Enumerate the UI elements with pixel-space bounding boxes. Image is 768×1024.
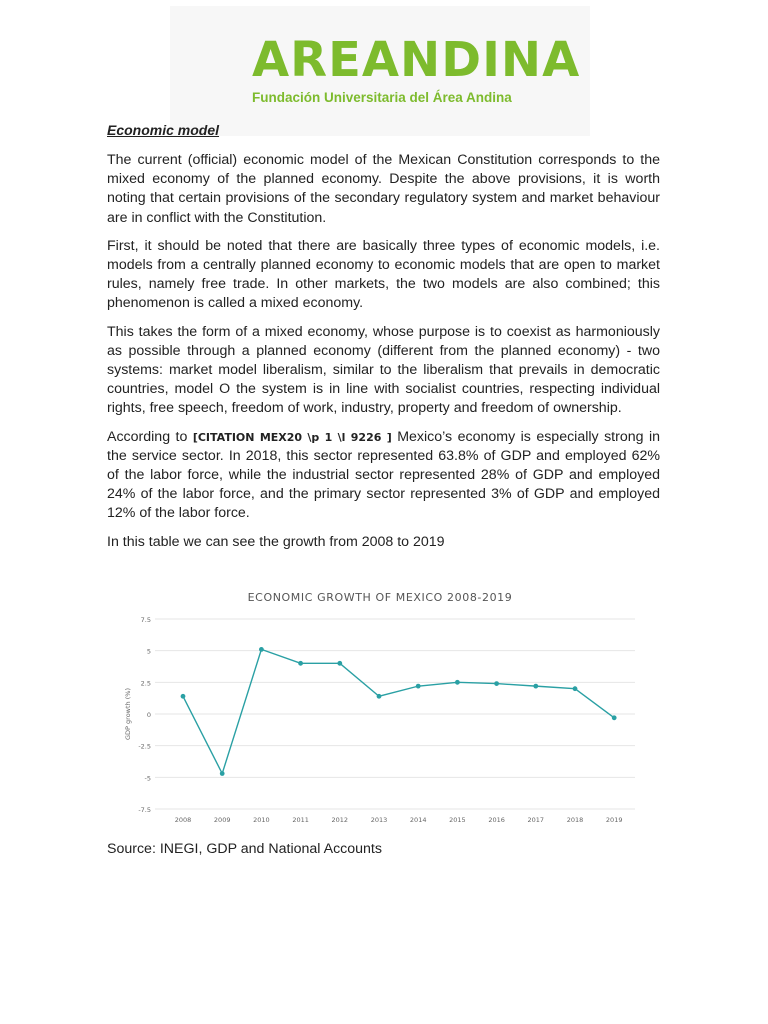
source-note: Source: INEGI, GDP and National Accounts <box>107 841 382 857</box>
section-heading: Economic model <box>107 122 220 138</box>
citation-field: [CITATION MEX20 \p 1 \l 9226 ] <box>192 430 392 444</box>
data-point <box>220 771 225 776</box>
x-tick-label: 2008 <box>174 816 192 824</box>
document-body <box>107 122 660 561</box>
citation-rest: Mexico’s economy is especially strong in the service sector. In 2018, this sector represented 63.8% of GDP and employed 62% of the labor force, while the industrial sector represented 28% of GDP and employed 24% of the labor force, and the primary sector represented 3% of GDP and employed 12% of the labor force. <box>107 428 660 522</box>
x-tick-label: 2014 <box>409 816 427 824</box>
data-point <box>377 694 382 699</box>
y-tick-label: 0 <box>146 711 151 719</box>
x-tick-label: 2013 <box>370 816 388 824</box>
x-tick-label: 2018 <box>566 816 584 824</box>
logo-wordmark: AREANDINA <box>252 32 581 88</box>
paragraph-4 <box>107 428 660 524</box>
y-tick-label: -5 <box>144 774 151 783</box>
x-tick-label: 2017 <box>527 816 545 824</box>
x-tick-label: 2016 <box>488 816 505 824</box>
data-point <box>181 694 186 699</box>
x-tick-label: 2010 <box>253 816 270 824</box>
table-intro: In this table we can see the growth from 2008 to 2019 <box>107 533 445 550</box>
gdp-growth-chart <box>110 584 650 830</box>
paragraph-1: The current (official) economic model of the Mexican Constitution corresponds to the mixed economy of the planned economy. Despite the above provisions, it is worth noting that certain provisions of the secondary regulatory system and market behaviour are in conflict with the Constitution. <box>107 152 660 226</box>
data-point <box>259 647 264 652</box>
x-tick-label: 2012 <box>331 816 349 824</box>
citation-intro: According to <box>107 428 193 445</box>
chart-svg <box>110 584 650 830</box>
y-tick-label: 5 <box>146 647 151 656</box>
data-point <box>416 684 421 689</box>
y-tick-label: -7.5 <box>138 806 151 814</box>
y-axis-label: GDP growth (%) <box>124 688 132 740</box>
data-point <box>455 680 460 685</box>
data-point <box>494 681 499 686</box>
x-tick-label: 2019 <box>605 816 623 824</box>
x-tick-label: 2009 <box>213 816 231 824</box>
x-tick-label: 2015 <box>449 816 466 824</box>
data-point <box>612 715 617 720</box>
y-tick-label: 7.5 <box>140 616 151 624</box>
paragraph-2: First, it should be noted that there are basically three types of economic models, i.e. models from a centrally planned economy to economic models that are open to market rules, namely free trade. In other markets, the two models are also combined; this phenomenon is called a mixed economy. <box>107 237 660 312</box>
data-point <box>298 661 303 666</box>
chart-title: ECONOMIC GROWTH OF MEXICO 2008-2019 <box>247 591 513 604</box>
x-tick-label: 2011 <box>292 816 309 824</box>
series-line <box>183 649 614 773</box>
logo <box>170 6 590 136</box>
paragraph-3: This takes the form of a mixed economy, whose purpose is to coexist as harmoniously as possible through a planned economy (different from the planned economy) - two systems: market model liberalism, similar to the liberalism that prevails in democratic countries, model O the system is in line with socialist countries, respecting individual rights, free speech, freedom of work, industry, property and freedom of ownership. <box>107 323 660 417</box>
data-point <box>573 686 578 691</box>
y-tick-label: -2.5 <box>138 742 151 751</box>
data-point <box>533 684 538 689</box>
y-tick-label: 2.5 <box>140 679 151 688</box>
data-point <box>337 661 342 666</box>
logo-subtitle: Fundación Universitaria del Área Andina <box>252 90 512 105</box>
